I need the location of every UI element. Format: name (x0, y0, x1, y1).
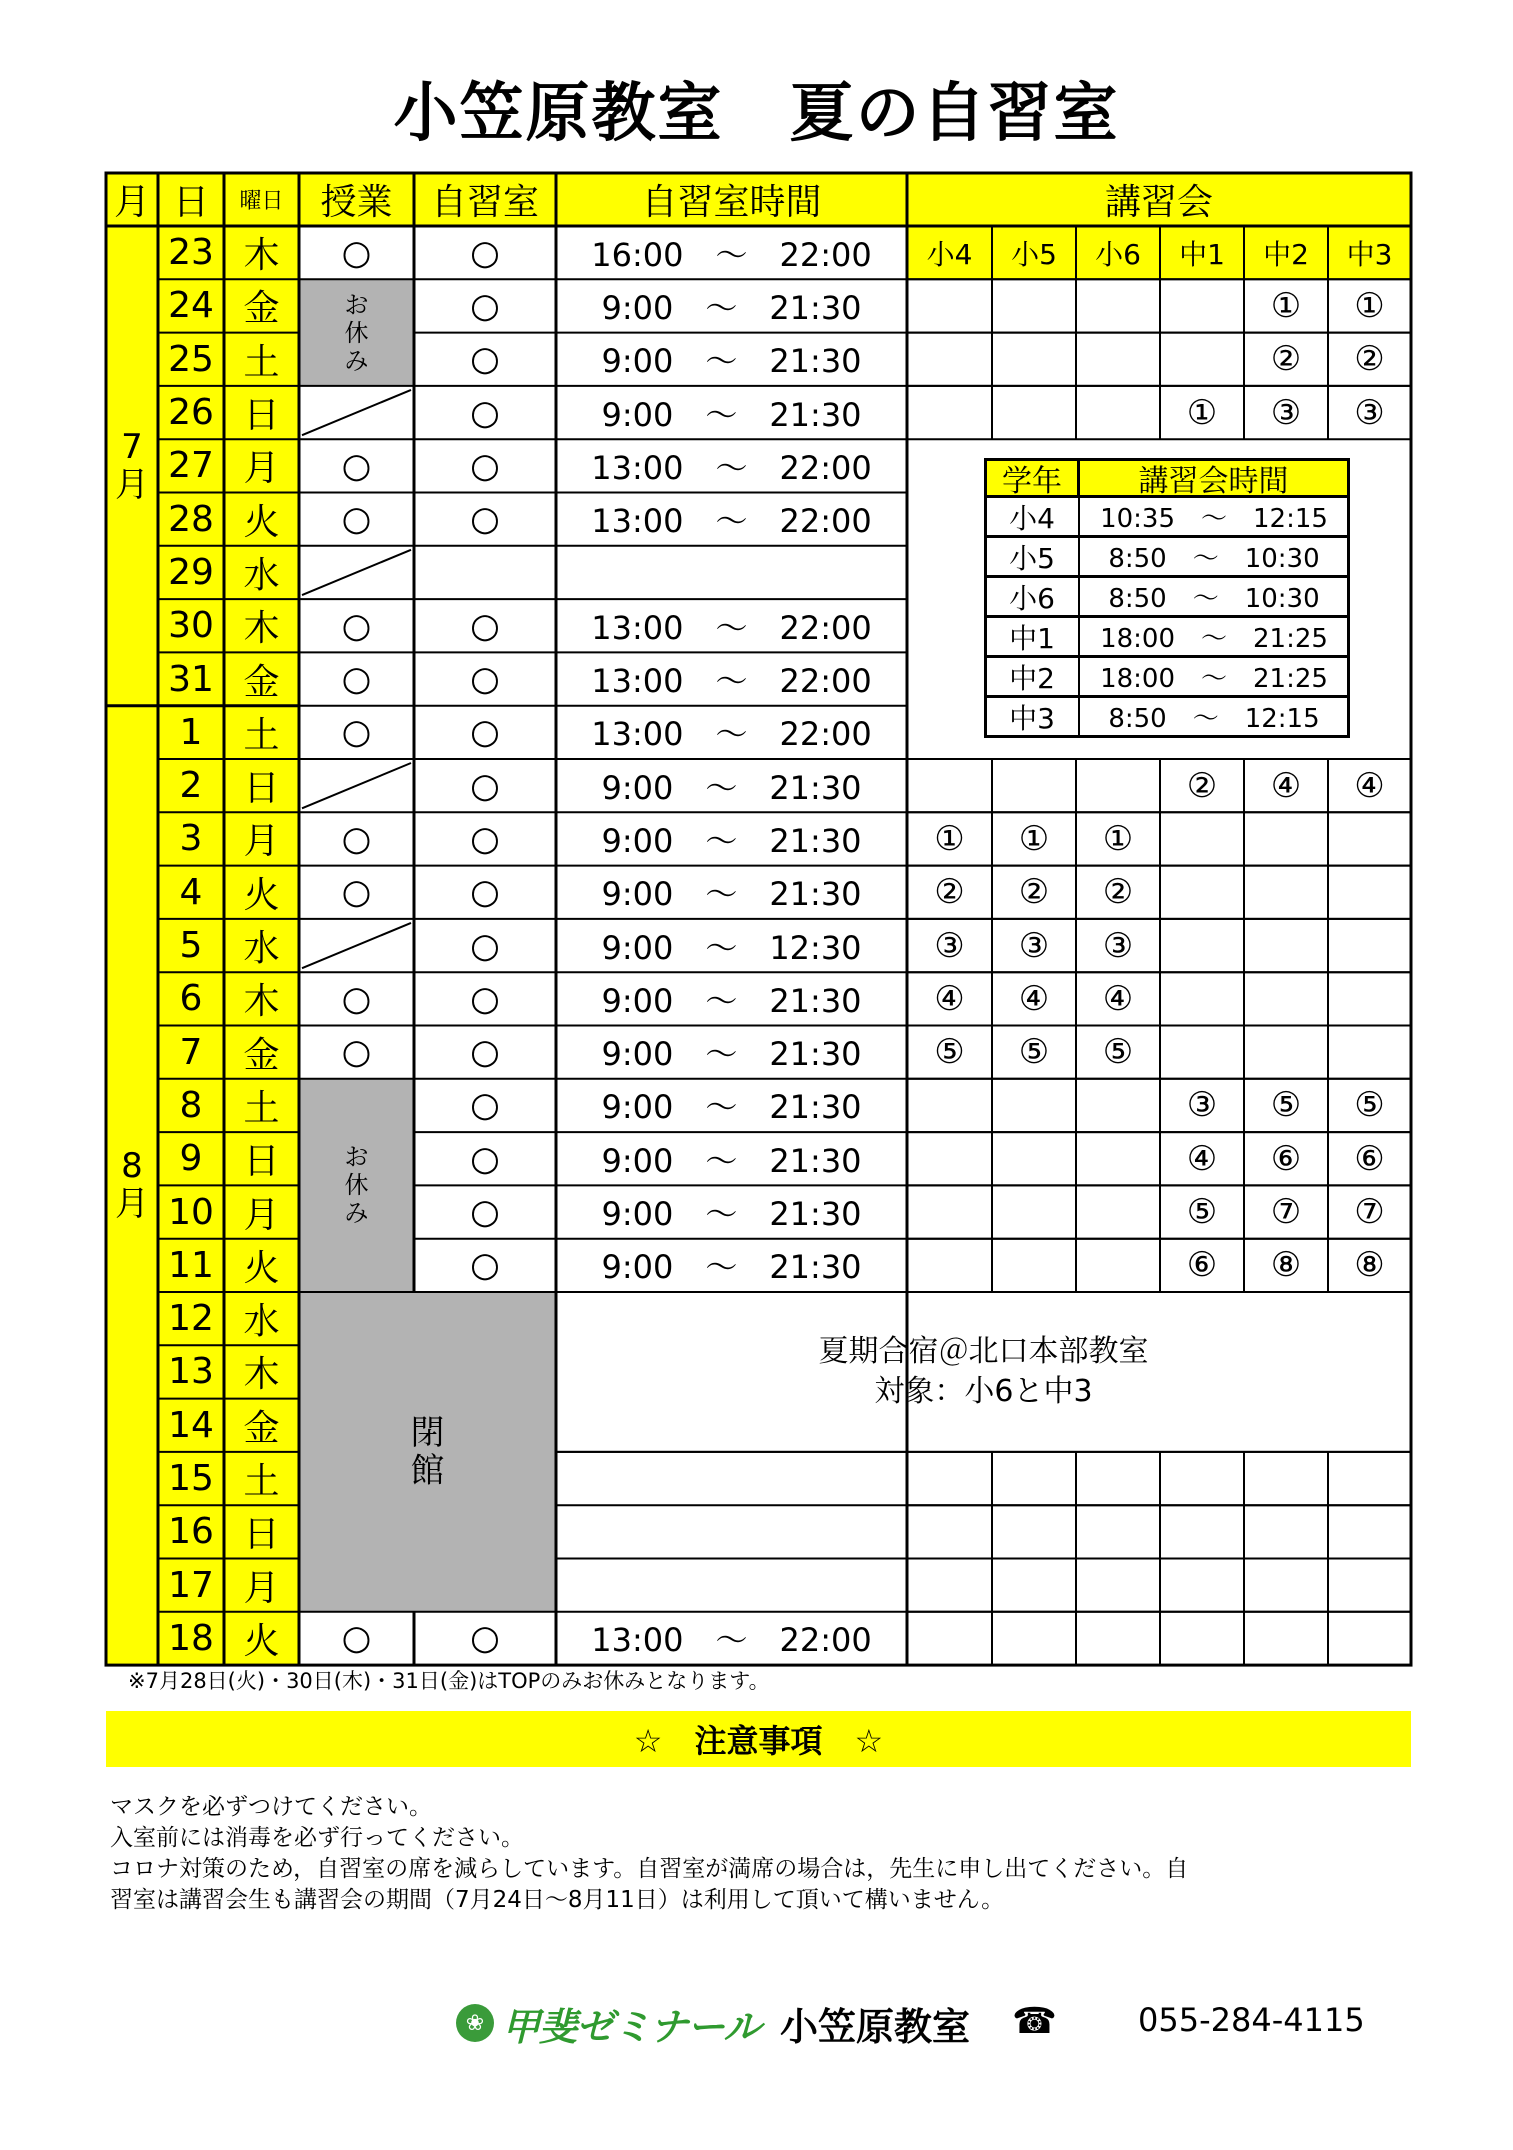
header-weekday: 曜日 (224, 173, 299, 226)
time-cell: 9:00 〜 21:30 (601, 1088, 862, 1127)
leaf-icon: ❀ (456, 2004, 494, 2042)
weekday-cell: 土 (224, 333, 299, 386)
notice-item: コロナ対策のため，自習室の席を減らしています。自習室が満席の場合は，先生に申し出てください。自 (110, 1856, 1189, 1882)
weekday-cell: 火 (224, 866, 299, 919)
lecture-cell (1328, 866, 1411, 919)
day-cell: 17 (158, 1559, 224, 1612)
lecture-grade-cell: 小6 (984, 575, 1080, 618)
day-cell: 23 (158, 226, 224, 279)
day-cell: 25 (158, 333, 224, 386)
lecture-cell (992, 1505, 1076, 1558)
lecture-cell (1160, 333, 1244, 386)
lecture-cell (1076, 1185, 1160, 1238)
holiday-block (299, 279, 414, 386)
lecture-cell: ⑧ (1270, 1245, 1302, 1286)
brand-logo (456, 1996, 760, 2050)
weekday-cell: 土 (224, 706, 299, 759)
lecture-cell (992, 759, 1076, 812)
month-july (106, 226, 158, 706)
day-cell: 11 (158, 1239, 224, 1292)
lecture-cell (1328, 1559, 1411, 1612)
lecture-cell (907, 1559, 992, 1612)
lecture-cell (1244, 1612, 1328, 1665)
self-study-cell: ○ (470, 1192, 500, 1233)
lecture-cell (907, 1612, 992, 1665)
lecture-cell (992, 1452, 1076, 1505)
class-cell: ○ (341, 872, 372, 913)
lecture-cell (1160, 1559, 1244, 1612)
lecture-cell (1160, 972, 1244, 1025)
lecture-cell: ⑥ (1270, 1138, 1302, 1179)
lecture-cell: ⑧ (1354, 1245, 1385, 1286)
grade-header: 中3 (1328, 226, 1411, 279)
lecture-cell: ② (1354, 339, 1385, 380)
weekday-cell: 土 (224, 1079, 299, 1132)
lecture-cell (1076, 333, 1160, 386)
day-cell: 30 (158, 599, 224, 652)
lecture-cell (1076, 1505, 1160, 1558)
notice-item: マスクを必ずつけてください。 (110, 1794, 432, 1820)
lecture-cell (907, 1185, 992, 1238)
self-study-cell: ○ (470, 445, 500, 486)
lecture-grade-cell: 小4 (984, 495, 1080, 538)
month-char: 7 (121, 426, 143, 467)
lecture-cell: ④ (1270, 765, 1302, 806)
school-name: 小笠原教室 (780, 2005, 971, 2049)
grade-header: 小5 (992, 226, 1076, 279)
lecture-cell (1076, 759, 1160, 812)
notice-header: ☆ 注意事項 ☆ (106, 1711, 1411, 1767)
day-cell: 10 (158, 1185, 224, 1238)
footnote: ※7月28日(火)・30日(木)・31日(金)はTOPのみお休みとなります。 (128, 1669, 770, 1693)
vertical-char: み (344, 1199, 369, 1228)
month-char: 月 (115, 464, 149, 505)
lecture-cell: ③ (1354, 392, 1385, 433)
self-study-cell: ○ (470, 818, 500, 859)
self-study-cell: ○ (470, 339, 500, 380)
holiday-block (299, 1079, 414, 1292)
lecture-cell: ① (1270, 285, 1302, 326)
lecture-cell (907, 1452, 992, 1505)
class-cell: ○ (341, 712, 372, 753)
lecture-cell: ③ (1102, 925, 1134, 966)
header-self-study: 自習室 (414, 173, 556, 226)
lecture-cell (907, 1239, 992, 1292)
lecture-cell (1160, 812, 1244, 865)
grade-header: 中1 (1160, 226, 1244, 279)
lecture-cell (1328, 972, 1411, 1025)
day-cell: 7 (158, 1026, 224, 1079)
lecture-cell (1160, 1026, 1244, 1079)
day-cell: 26 (158, 386, 224, 439)
lecture-cell (1244, 1026, 1328, 1079)
weekday-cell: 金 (224, 1399, 299, 1452)
day-cell: 2 (158, 759, 224, 812)
class-cell: ○ (341, 978, 372, 1019)
brand-name: 甲斐ゼミナール (502, 2004, 761, 2049)
self-study-cell: ○ (470, 1618, 500, 1659)
weekday-cell: 木 (224, 226, 299, 279)
time-cell: 13:00 〜 22:00 (591, 662, 872, 701)
weekday-cell: 金 (224, 652, 299, 705)
vertical-char: お (344, 290, 369, 319)
lecture-time-cell: 18:00 〜 21:25 (1078, 615, 1350, 658)
header-month: 月 (106, 173, 158, 226)
lecture-cell (992, 1185, 1076, 1238)
lecture-cell (1160, 1452, 1244, 1505)
lecture-cell: ④ (1018, 978, 1050, 1019)
lecture-cell (1328, 1612, 1411, 1665)
weekday-cell: 日 (224, 1505, 299, 1558)
vertical-char: み (344, 346, 369, 375)
weekday-cell: 火 (224, 493, 299, 546)
lecture-cell: ① (1018, 818, 1050, 859)
lecture-cell: ② (934, 872, 965, 913)
lecture-cell: ⑥ (1186, 1245, 1218, 1286)
lecture-cell: ⑤ (934, 1032, 965, 1073)
lecture-cell: ④ (1186, 1138, 1218, 1179)
phone-number: 055-284-4115 (1138, 2001, 1365, 2039)
self-study-cell: ○ (470, 978, 500, 1019)
notice-item: 習室は講習会生も講習会の期間（7月24日〜8月11日）は利用して頂いて構いません。 (110, 1887, 1005, 1913)
lecture-time-header: 講習会時間 (1077, 458, 1350, 498)
lecture-cell (907, 1132, 992, 1185)
weekday-cell: 日 (224, 386, 299, 439)
lecture-cell (1244, 1559, 1328, 1612)
lecture-time-cell: 8:50 〜 10:30 (1078, 575, 1350, 618)
weekday-cell: 木 (224, 599, 299, 652)
class-cell: ○ (341, 1032, 372, 1073)
notice-list (110, 1792, 1410, 1916)
lecture-cell (1160, 1505, 1244, 1558)
self-study-cell: ○ (470, 712, 500, 753)
lecture-cell: ⑦ (1354, 1192, 1385, 1233)
closed-block (299, 1292, 556, 1612)
month-august (106, 706, 158, 1665)
vertical-char: お (344, 1143, 369, 1172)
time-cell: 13:00 〜 22:00 (591, 608, 872, 647)
day-cell: 18 (158, 1612, 224, 1665)
lecture-cell (1076, 1132, 1160, 1185)
day-cell: 8 (158, 1079, 224, 1132)
self-study-cell: ○ (470, 605, 500, 646)
day-cell: 12 (158, 1292, 224, 1345)
lecture-time-cell: 8:50 〜 10:30 (1078, 535, 1350, 578)
lecture-cell: ③ (934, 925, 965, 966)
vertical-char: 休 (344, 318, 369, 347)
time-cell: 9:00 〜 12:30 (601, 928, 862, 967)
lecture-cell (1244, 866, 1328, 919)
page-title: 小笠原教室 夏の自習室 (393, 77, 1120, 151)
header-lecture: 講習会 (907, 173, 1411, 226)
notice-item: 入室前には消毒を必ず行ってください。 (110, 1825, 524, 1851)
lecture-cell (1160, 919, 1244, 972)
weekday-cell: 火 (224, 1612, 299, 1665)
weekday-cell: 月 (224, 439, 299, 492)
day-cell: 6 (158, 972, 224, 1025)
lecture-cell: ② (1270, 339, 1302, 380)
weekday-cell: 水 (224, 919, 299, 972)
lecture-cell (1076, 1079, 1160, 1132)
grade-header: 小6 (1076, 226, 1160, 279)
weekday-cell: 日 (224, 759, 299, 812)
day-cell: 1 (158, 706, 224, 759)
lecture-cell: ① (1102, 818, 1134, 859)
time-cell: 9:00 〜 21:30 (601, 821, 862, 860)
time-cell: 9:00 〜 21:30 (601, 288, 862, 327)
lecture-cell (992, 333, 1076, 386)
lecture-cell: ② (1102, 872, 1134, 913)
lecture-cell (907, 279, 992, 332)
class-cell: ○ (341, 818, 372, 859)
lecture-cell (1076, 279, 1160, 332)
lecture-cell: ⑤ (1018, 1032, 1050, 1073)
time-cell (556, 546, 907, 599)
class-cell: ○ (341, 232, 372, 273)
self-study-cell (414, 546, 556, 599)
grade-header: 小4 (907, 226, 992, 279)
day-cell: 5 (158, 919, 224, 972)
lecture-cell (992, 1079, 1076, 1132)
lecture-cell (1328, 1505, 1411, 1558)
time-cell: 9:00 〜 21:30 (601, 875, 862, 914)
weekday-cell: 月 (224, 1185, 299, 1238)
lecture-cell: ⑦ (1270, 1192, 1302, 1233)
day-cell: 9 (158, 1132, 224, 1185)
weekday-cell: 木 (224, 1345, 299, 1398)
lecture-cell: ② (1018, 872, 1050, 913)
lecture-cell: ④ (1102, 978, 1134, 1019)
lecture-time-cell: 8:50 〜 12:15 (1078, 695, 1350, 738)
lecture-cell (1244, 972, 1328, 1025)
lecture-cell: ③ (1186, 1085, 1218, 1126)
day-cell: 3 (158, 812, 224, 865)
self-study-cell: ○ (470, 232, 500, 273)
lecture-cell (992, 279, 1076, 332)
self-study-cell: ○ (470, 872, 500, 913)
lecture-cell (1328, 1452, 1411, 1505)
lecture-time-cell: 18:00 〜 21:25 (1078, 655, 1350, 698)
lecture-grade-header: 学年 (984, 458, 1080, 498)
day-cell: 14 (158, 1399, 224, 1452)
self-study-cell: ○ (470, 499, 500, 540)
lecture-cell (907, 759, 992, 812)
lecture-cell: ⑤ (1186, 1192, 1218, 1233)
class-cell: ○ (341, 659, 372, 700)
phone-icon: ☎ (1012, 2001, 1057, 2042)
time-cell: 13:00 〜 22:00 (591, 448, 872, 487)
lecture-cell (1076, 1239, 1160, 1292)
header-self-study-time: 自習室時間 (556, 173, 907, 226)
month-char: 8 (121, 1146, 143, 1187)
weekday-cell: 土 (224, 1452, 299, 1505)
time-cell: 13:00 〜 22:00 (591, 502, 872, 541)
vertical-char: 閉 (410, 1412, 445, 1453)
lecture-cell (1076, 386, 1160, 439)
lecture-cell (1244, 812, 1328, 865)
lecture-cell (1160, 866, 1244, 919)
lecture-cell: ⑤ (1270, 1085, 1302, 1126)
day-cell: 31 (158, 652, 224, 705)
lecture-cell (1244, 1452, 1328, 1505)
weekday-cell: 金 (224, 279, 299, 332)
self-study-cell: ○ (470, 1085, 500, 1126)
self-study-cell: ○ (470, 392, 500, 433)
camp-line: 対象：小6と中3 (874, 1373, 1093, 1409)
class-cell: ○ (341, 1618, 372, 1659)
lecture-cell: ③ (1018, 925, 1050, 966)
grade-header: 中2 (1244, 226, 1328, 279)
lecture-cell (1160, 1612, 1244, 1665)
lecture-cell (1328, 812, 1411, 865)
day-cell: 29 (158, 546, 224, 599)
time-cell: 9:00 〜 21:30 (601, 1141, 862, 1180)
day-cell: 4 (158, 866, 224, 919)
time-cell: 9:00 〜 21:30 (601, 981, 862, 1020)
self-study-cell: ○ (470, 1138, 500, 1179)
time-cell: 13:00 〜 22:00 (591, 715, 872, 754)
lecture-cell: ④ (934, 978, 965, 1019)
lecture-cell: ⑥ (1354, 1138, 1385, 1179)
self-study-cell: ○ (470, 1032, 500, 1073)
lecture-cell (1076, 1559, 1160, 1612)
lecture-cell: ⑤ (1102, 1032, 1134, 1073)
time-cell: 9:00 〜 21:30 (601, 1195, 862, 1234)
class-cell: ○ (341, 605, 372, 646)
lecture-cell (1076, 1612, 1160, 1665)
month-char: 月 (115, 1184, 149, 1225)
vertical-char: 館 (410, 1450, 445, 1491)
weekday-cell: 火 (224, 1239, 299, 1292)
lecture-cell (1328, 1026, 1411, 1079)
day-cell: 28 (158, 493, 224, 546)
time-cell: 9:00 〜 21:30 (601, 1035, 862, 1074)
lecture-grade-cell: 中1 (984, 615, 1080, 658)
vertical-char: 休 (344, 1171, 369, 1200)
camp-notice (556, 1292, 1411, 1452)
time-cell: 13:00 〜 22:00 (591, 1621, 872, 1660)
self-study-cell: ○ (470, 659, 500, 700)
weekday-cell: 金 (224, 1026, 299, 1079)
weekday-cell: 月 (224, 812, 299, 865)
weekday-cell: 日 (224, 1132, 299, 1185)
self-study-cell: ○ (470, 285, 500, 326)
lecture-cell (992, 1559, 1076, 1612)
lecture-grade-cell: 中3 (984, 695, 1080, 738)
lecture-cell: ② (1186, 765, 1218, 806)
weekday-cell: 水 (224, 1292, 299, 1345)
lecture-time-cell: 10:35 〜 12:15 (1078, 495, 1350, 538)
footer (0, 1993, 1513, 2053)
lecture-cell (1328, 919, 1411, 972)
weekday-cell: 木 (224, 972, 299, 1025)
day-cell: 15 (158, 1452, 224, 1505)
lecture-cell (907, 333, 992, 386)
lecture-cell (907, 1079, 992, 1132)
day-cell: 27 (158, 439, 224, 492)
lecture-cell: ⑤ (1354, 1085, 1385, 1126)
weekday-cell: 月 (224, 1559, 299, 1612)
lecture-cell: ③ (1270, 392, 1302, 433)
lecture-cell (1244, 1505, 1328, 1558)
self-study-cell: ○ (470, 1245, 500, 1286)
time-cell: 9:00 〜 21:30 (601, 342, 862, 381)
time-cell: 16:00 〜 22:00 (591, 235, 872, 274)
self-study-cell: ○ (470, 925, 500, 966)
self-study-cell: ○ (470, 765, 500, 806)
lecture-cell (1076, 1452, 1160, 1505)
header-class: 授業 (299, 173, 414, 226)
lecture-cell: ① (934, 818, 965, 859)
lecture-grade-cell: 中2 (984, 655, 1080, 698)
day-cell: 13 (158, 1345, 224, 1398)
lecture-cell (992, 1132, 1076, 1185)
lecture-cell (1160, 279, 1244, 332)
header-day: 日 (158, 173, 224, 226)
lecture-cell (992, 1612, 1076, 1665)
time-cell: 9:00 〜 21:30 (601, 1248, 862, 1287)
lecture-cell: ④ (1354, 765, 1385, 806)
day-cell: 16 (158, 1505, 224, 1558)
lecture-cell (992, 1239, 1076, 1292)
time-cell: 9:00 〜 21:30 (601, 768, 862, 807)
lecture-cell (1244, 919, 1328, 972)
camp-line: 夏期合宿＠北口本部教室 (818, 1333, 1149, 1369)
weekday-cell: 水 (224, 546, 299, 599)
time-cell: 9:00 〜 21:30 (601, 395, 862, 434)
lecture-grade-cell: 小5 (984, 535, 1080, 578)
lecture-cell (992, 386, 1076, 439)
lecture-cell (907, 386, 992, 439)
class-cell: ○ (341, 499, 372, 540)
lecture-cell: ① (1354, 285, 1385, 326)
lecture-cell: ① (1186, 392, 1218, 433)
day-cell: 24 (158, 279, 224, 332)
lecture-cell (907, 1505, 992, 1558)
class-cell: ○ (341, 445, 372, 486)
